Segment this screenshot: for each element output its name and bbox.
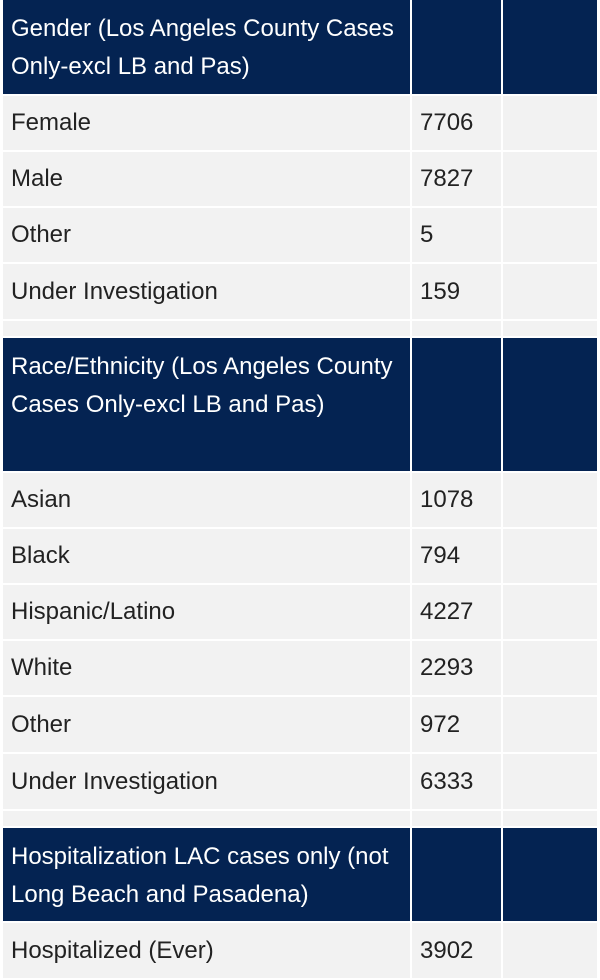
- row-value: 4227: [412, 585, 501, 639]
- table-row: [0, 152, 600, 206]
- table-row: [0, 473, 600, 527]
- row-extra-cell: [503, 152, 597, 206]
- table-row: [0, 264, 600, 319]
- row-label: Male: [3, 152, 410, 206]
- row-value: 972: [412, 697, 501, 752]
- row-label: Hospitalized (Ever): [3, 923, 410, 978]
- header-extra-cell: [503, 828, 597, 921]
- row-extra-cell: [503, 641, 597, 695]
- spacer-cell: [503, 321, 597, 336]
- table-row: [0, 585, 600, 639]
- row-extra-cell: [503, 208, 597, 262]
- row-label: White: [3, 641, 410, 695]
- row-label: Under Investigation: [3, 754, 410, 809]
- row-extra-cell: [503, 923, 597, 978]
- header-value-cell: [412, 338, 501, 471]
- table-row: [0, 208, 600, 262]
- spacer-cell: [3, 811, 410, 826]
- table-row: [0, 923, 600, 978]
- row-value: 7706: [412, 96, 501, 150]
- header-label: Race/Ethnicity (Los Angeles County Cases Only-excl LB and Pas): [3, 338, 410, 471]
- table-row: [0, 697, 600, 752]
- spacer-cell: [412, 811, 501, 826]
- row-value: 2293: [412, 641, 501, 695]
- section-header-hospitalization: [0, 828, 600, 921]
- header-extra-cell: [503, 338, 597, 471]
- row-value: 3902: [412, 923, 501, 978]
- section-header-race-ethnicity: [0, 338, 600, 471]
- row-value: 7827: [412, 152, 501, 206]
- row-label: Under Investigation: [3, 264, 410, 319]
- table-row: [0, 754, 600, 809]
- spacer-cell: [3, 321, 410, 336]
- row-value: 1078: [412, 473, 501, 527]
- row-extra-cell: [503, 96, 597, 150]
- header-label: Hospitalization LAC cases only (not Long Beach and Pasadena): [3, 828, 410, 921]
- header-extra-cell: [503, 0, 597, 94]
- row-label: Other: [3, 697, 410, 752]
- row-extra-cell: [503, 697, 597, 752]
- spacer-cell: [412, 321, 501, 336]
- row-extra-cell: [503, 754, 597, 809]
- section-header-gender: [0, 0, 600, 94]
- row-value: 159: [412, 264, 501, 319]
- row-extra-cell: [503, 264, 597, 319]
- section-spacer: [0, 811, 600, 826]
- section-spacer: [0, 321, 600, 336]
- spacer-cell: [503, 811, 597, 826]
- row-label: Hispanic/Latino: [3, 585, 410, 639]
- header-value-cell: [412, 828, 501, 921]
- header-value-cell: [412, 0, 501, 94]
- table-row: [0, 641, 600, 695]
- row-extra-cell: [503, 585, 597, 639]
- row-extra-cell: [503, 529, 597, 583]
- table-row: [0, 96, 600, 150]
- header-label: Gender (Los Angeles County Cases Only-excl LB and Pas): [3, 0, 410, 94]
- table-row: [0, 529, 600, 583]
- row-value: 5: [412, 208, 501, 262]
- row-extra-cell: [503, 473, 597, 527]
- row-label: Other: [3, 208, 410, 262]
- row-label: Asian: [3, 473, 410, 527]
- row-value: 794: [412, 529, 501, 583]
- row-label: Female: [3, 96, 410, 150]
- row-value: 6333: [412, 754, 501, 809]
- row-label: Black: [3, 529, 410, 583]
